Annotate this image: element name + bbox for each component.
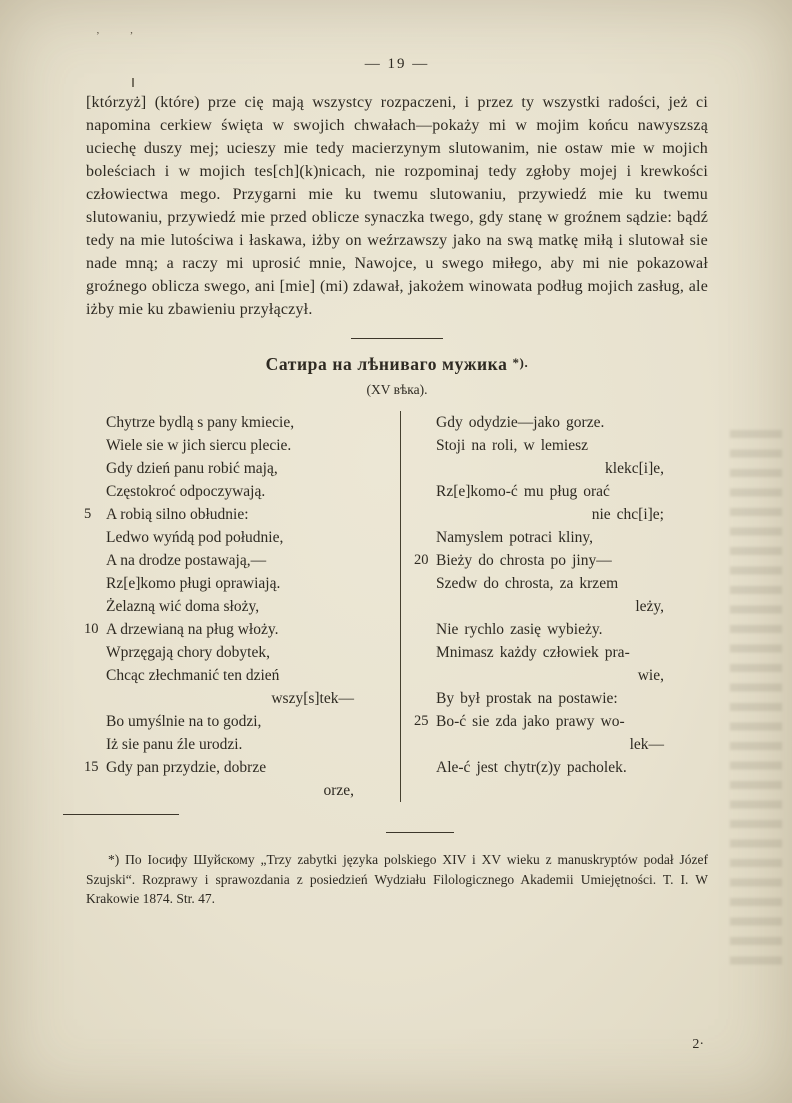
- footnote: [86, 850, 708, 909]
- verse-line: [416, 503, 708, 526]
- verse-line: [86, 503, 390, 526]
- verse-line: [86, 411, 390, 434]
- verse-line: [86, 710, 390, 733]
- poem-title: [86, 354, 708, 375]
- verse-line: [416, 549, 708, 572]
- poem-columns: [86, 411, 708, 802]
- verse-text: Ale-ć jest chytr(z)y pacholek.: [436, 759, 627, 776]
- verse-number: 10: [84, 621, 99, 637]
- verse-text: Wiele sie w jich siercu plecie.: [106, 437, 292, 454]
- verse-line: [416, 710, 708, 733]
- verse-line: [86, 572, 390, 595]
- verse-line: [86, 549, 390, 572]
- verse-number: 5: [84, 506, 92, 522]
- verse-line: [86, 733, 390, 756]
- verse-text: By był prostak na postawie:: [436, 690, 618, 707]
- prose-paragraph: [którzyż] (które) prze cię mają wszystcy rozpaczeni, i przez ty wszystki radości, jeż ci napomina cerkiew święta w swojich chwałach—pokaży mi w mojim końcu nawyszszą uciechę duszy mej; ucieszy mie tedy macierzynym slutowanim, nie ostaw mie w mojich boleściach i w mojich tes[ch](k)nicach, nie rozpominaj tedy zgłoby mojej i krewkości człowiectwa mego. Przygarni mie ku twemu slutowaniu, przywiedź mie ku twemu slutowaniu, przywiedź mie przed oblicze synaczka twego, gdy stanę w groźnem sądzie: bądź tedy na mie lutościwa i łaskawa, iżby on weźrzawszy jako na swą matkę miłą i slutował sie nade mną; a raczy mi uprosić mnie, Nawojce, u swego miłego, aby mi nie pokazował groźnego oblicza swego, ani [mie] (mi) zdawał, jakożem winowata podług mojich zasług, ale iżby mie ku zbawieniu przyłączył.: [86, 94, 708, 318]
- verse-number: 15: [84, 759, 99, 775]
- verse-line: [416, 733, 708, 756]
- verse-line: [416, 572, 708, 595]
- verse-text: Żelazną wić doma słoży,: [106, 598, 260, 615]
- verse-text: Iż sie panu źle urodzi.: [106, 736, 243, 753]
- verse-text: orze,: [323, 782, 354, 799]
- verse-text: A na drodze postawają,—: [106, 552, 267, 569]
- verse-line: [416, 411, 708, 434]
- poem-column-left: [86, 411, 400, 802]
- verse-text: klekc[i]e,: [605, 460, 664, 477]
- verse-text: A drzewianą na pług włoży.: [106, 621, 279, 638]
- verse-line: [86, 756, 390, 779]
- ink-speck: ’ ’: [96, 30, 148, 42]
- verse-text: Gdy dzień panu robić mają,: [106, 460, 278, 477]
- verse-text: Szedw do chrosta, za krzem: [436, 575, 619, 592]
- verse-text: Chytrze bydlą s pany kmiecie,: [106, 414, 295, 431]
- verse-text: Namyslem potraci kliny,: [436, 529, 594, 546]
- verse-text: wie,: [637, 667, 664, 684]
- verse-line: [416, 618, 708, 641]
- verse-line: [86, 434, 390, 457]
- verse-text: Gdy pan przydzie, dobrze: [106, 759, 267, 776]
- page-number: — 19 —: [364, 56, 430, 72]
- page-content: [86, 56, 708, 909]
- verse-text: A robią silno obłudnie:: [106, 506, 249, 523]
- verse-text: nie chc[i]e;: [591, 506, 664, 523]
- verse-number: 25: [414, 713, 429, 729]
- verse-text: Bieży do chrosta po jiny—: [436, 552, 612, 569]
- section-divider-rule: [351, 338, 443, 339]
- verse-text: Częstokroć odpoczywają.: [106, 483, 266, 500]
- verse-line: [86, 457, 390, 480]
- verse-line: [86, 641, 390, 664]
- verse-text: leży,: [635, 598, 664, 615]
- verse-number: 20: [414, 552, 429, 568]
- poem-end-rule: [386, 832, 454, 833]
- verse-line: [416, 687, 708, 710]
- verse-line: [416, 641, 708, 664]
- verse-line: [416, 756, 708, 779]
- signature-mark: 2·: [692, 1037, 704, 1052]
- verse-line: [416, 480, 708, 503]
- verse-line: [416, 434, 708, 457]
- verse-text: Gdy odydzie—jako gorze.: [436, 414, 605, 431]
- verse-text: Stoji na roli, w lemiesz: [436, 437, 589, 454]
- verse-line: [86, 618, 390, 641]
- footnote-separator-rule: [63, 814, 179, 815]
- verse-line: [86, 664, 390, 687]
- verse-line: [86, 595, 390, 618]
- verse-text: lek—: [629, 736, 664, 753]
- footnote-text: По Іосифу Шуйскому „Trzy zabytki języka polskiego XIV i XV wieku z manuskryptów podał Józef Szujski“. Rozprawy i sprawozdania z posiedzień Wydziału Filologicznego Akademii Umiejętności. T. I. W Krakowie 1874. Str. 47.: [86, 852, 708, 906]
- verse-line: [86, 526, 390, 549]
- verse-line: [416, 457, 708, 480]
- verse-line: [416, 595, 708, 618]
- verse-line: [86, 480, 390, 503]
- verse-text: Bo umyślnie na to godzi,: [106, 713, 262, 730]
- verse-line: [86, 687, 390, 710]
- verse-text: Rz[e]komo pługi oprawiają.: [106, 575, 281, 592]
- verse-text: wszy[s]tek—: [271, 690, 354, 707]
- verse-text: Nie rychlo zasię wybieży.: [436, 621, 603, 638]
- footnote-marker: *): [108, 852, 120, 867]
- poem-column-right: [400, 411, 708, 802]
- verse-text: Bo-ć sie zda jako prawy wo-: [436, 713, 625, 730]
- poem-title-text: Сатира на лѣниваго мужика: [265, 354, 508, 374]
- poem-footer-rules: [86, 802, 708, 842]
- verse-text: Wprzęgają chory dobytek,: [106, 644, 270, 661]
- verse-line: [416, 526, 708, 549]
- verse-text: Chcąc złechmanić ten dzień: [106, 667, 280, 684]
- poem-subtitle: (XV вѣка).: [366, 382, 428, 397]
- verse-text: Mnimasz każdy człowiek pra-: [436, 644, 630, 661]
- verse-line: [416, 664, 708, 687]
- page-bleed-through: [730, 430, 782, 970]
- verse-text: Ledwo wyńdą pod południe,: [106, 529, 284, 546]
- verse-text: Rz[e]komo-ć mu pług orać: [436, 483, 610, 500]
- verse-line: [86, 779, 390, 802]
- footnote-reference-marker: *).: [512, 355, 529, 370]
